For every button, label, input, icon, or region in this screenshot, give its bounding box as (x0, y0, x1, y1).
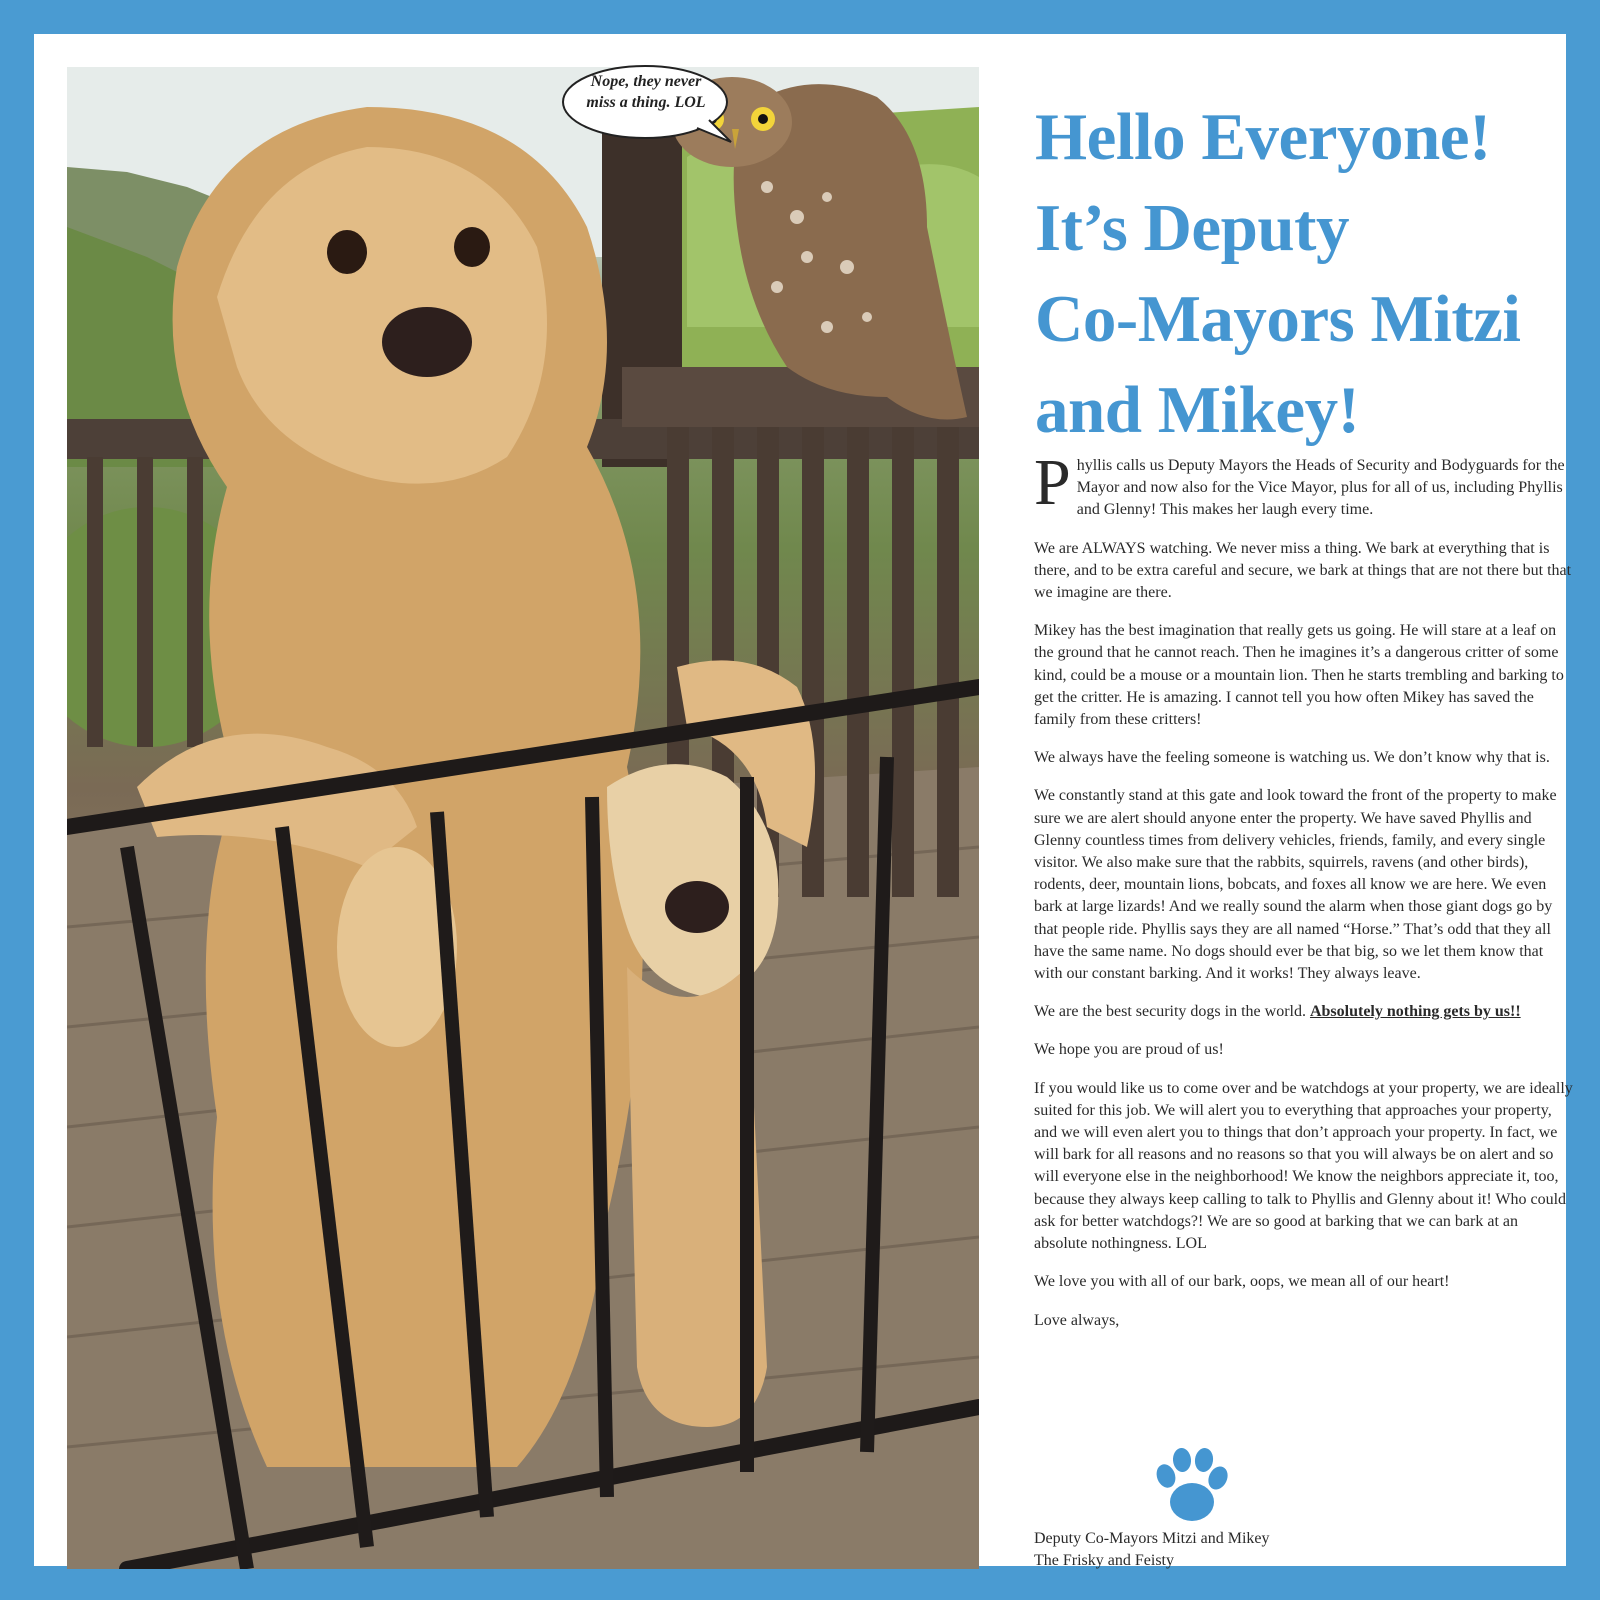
paragraph-1 (1034, 446, 1574, 522)
paw-print-icon (1154, 1446, 1228, 1526)
headline-line-2: It’s Deputy (1035, 191, 1349, 265)
paragraph-9: We love you with all of our bark, oops, we mean all of our heart! (1034, 1273, 1450, 1291)
page-title (1035, 92, 1595, 456)
closing: Love always, (1034, 1311, 1120, 1329)
paragraph-7: We hope you are proud of us! (1034, 1041, 1224, 1059)
speech-bubble-line-1: Nope, they never (590, 73, 702, 90)
paragraph-8: If you would like us to come over and be watchdogs at your property, we are ideally suited for this job. We will alert you to everything that approaches your property, and we will even alert you to things that don’t approach your property. In fact, we will bark for all reasons and no reasons so that you will always be on alert and so will everyone else in the neighborhood! We know the neighbors appreciate it, too, because they always keep calling to talk to Phyllis and Glenny about it! Who could ask for better watchdogs?! We are so good at barking that we can bark at an absolute nothingness. LOL (1034, 1079, 1573, 1253)
signature-line-2: The Frisky and Feisty (1034, 1552, 1174, 1570)
dogs-photo (67, 67, 979, 1569)
page (34, 34, 1573, 1570)
emphasized-text: Absolutely nothing gets by us!! (1309, 1003, 1521, 1021)
drop-cap: P (1034, 446, 1071, 519)
paragraph-6 (1034, 1001, 1574, 1023)
article-body (1034, 446, 1574, 1348)
headline-line-4: and Mikey! (1035, 373, 1360, 447)
headline-line-1: Hello Everyone! (1035, 100, 1491, 174)
paragraph-6-text: We are the best security dogs in the world. (1034, 1003, 1310, 1021)
signature (1034, 1528, 1270, 1572)
speech-bubble-line-2: miss a thing. LOL (586, 94, 706, 111)
paragraph-3: Mikey has the best imagination that really gets us going. He will stare at a leaf on the ground that he cannot reach. Then he imagines it’s a dangerous critter of some kind, could be a mouse or a mountain lion. Then he starts trembling and barking to get the critter. He is amazing. I cannot tell you how often Mikey has saved the family from these critters! (1034, 622, 1564, 729)
signature-line-1: Deputy Co-Mayors Mitzi and Mikey (1034, 1530, 1270, 1547)
paragraph-1-text: hyllis calls us Deputy Mayors the Heads of Security and Bodyguards for the Mayor and now also for the Vice Mayor, plus for all of us, including Phyllis and Glenny! This makes her laugh every time. (1076, 457, 1565, 519)
speech-bubble-text (571, 71, 721, 113)
paragraph-5: We constantly stand at this gate and look toward the front of the property to make sure we are alert should anyone enter the property. We have saved Phyllis and Glenny countless times from delivery vehicles, friends, family, and every single visitor. We also make sure that the rabbits, squirrels, ravens (and other birds), rodents, deer, mountain lions, bobcats, and foxes all know we are here. We even bark at large lizards! And we really sound the alarm when those giant dogs go by that people ride. Phyllis says they are all named “Horse.” That’s odd that they all have the same name. No dogs should ever be that big, so we let them know that with our constant barking. And it works! They always leave. (1034, 787, 1557, 983)
paragraph-4: We always have the feeling someone is watching us. We don’t know why that is. (1034, 749, 1550, 767)
headline-line-3: Co-Mayors Mitzi (1035, 282, 1521, 356)
paragraph-2: We are ALWAYS watching. We never miss a thing. We bark at everything that is there, and to be extra careful and secure, we bark at things that are not there but that we imagine are there. (1034, 539, 1572, 602)
